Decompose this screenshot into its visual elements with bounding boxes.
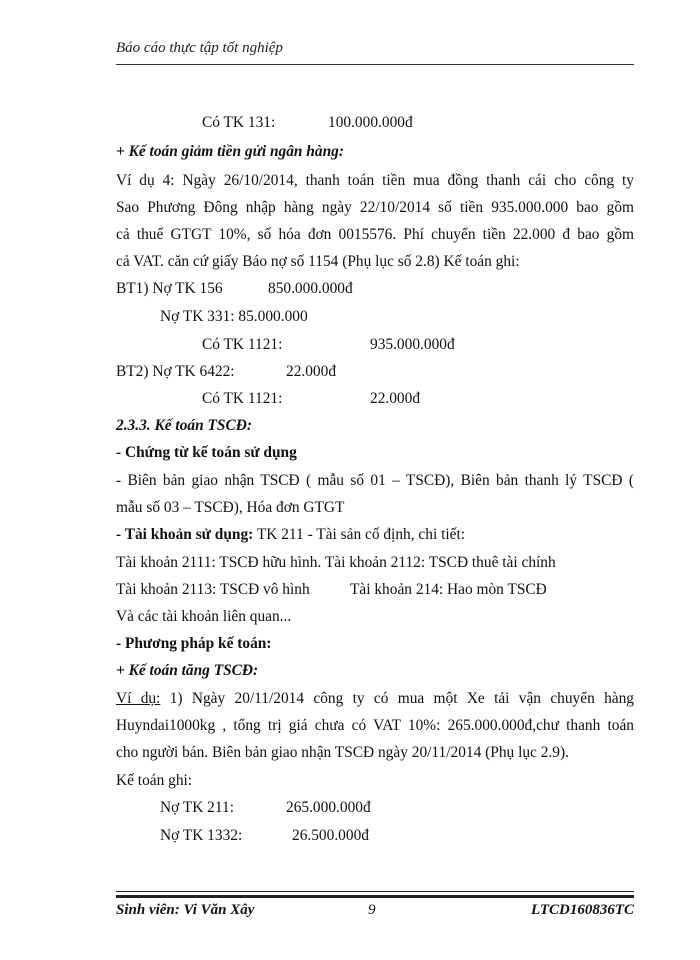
paragraph-line: Huyndai1000kg , tổng trị giá chưa có VAT 10%: 265.000.000đ,chư thanh toán [116, 717, 634, 734]
paragraph-line: mẫu số 03 – TSCĐ), Hóa đơn GTGT [116, 499, 345, 516]
account-214: Tài khoản 214: Hao mòn TSCĐ [350, 581, 547, 598]
entry-credit-1121-label: Có TK 1121: [202, 336, 283, 353]
footer-rule-thin [116, 891, 634, 892]
paragraph-line: cho người bán. Biên bản giao nhận TSCĐ ngày 20/11/2014 (Phụ lục 2.9). [116, 744, 569, 761]
subheading-method: - Phương pháp kế toán: [116, 635, 272, 652]
entry-credit-131-amount: 100.000.000đ [328, 114, 413, 131]
entry-debit-211-label: Nợ TK 211: [160, 799, 234, 816]
accounts-used-line [116, 526, 465, 544]
entry-bt2-debit-label: BT2) Nợ TK 6422: [116, 363, 235, 380]
paragraph-line: Tài khoản 2111: TSCĐ hữu hình. Tài khoản 2112: TSCĐ thuê tài chính [116, 554, 556, 571]
example-label: Ví dụ: [116, 690, 161, 707]
entry-bt2-debit-amount: 22.000đ [286, 363, 337, 380]
header-rule [116, 64, 634, 65]
paragraph-line: cả VAT. căn cứ giấy Báo nợ số 1154 (Phụ lục số 2.8) Kế toán ghi: [116, 253, 520, 270]
example-line [116, 690, 634, 708]
section-heading-tscd: 2.3.3. Kế toán TSCĐ: [116, 417, 252, 434]
paragraph-line: Sao Phương Đông nhập hàng ngày 22/10/2014 số tiền 935.000.000 bao gồm [116, 199, 634, 216]
footer-page-number: 9 [368, 902, 376, 918]
paragraph-line: cả thuế GTGT 10%, số hóa đơn 0015576. Phí chuyển tiền 22.000 đ bao gồm [116, 226, 634, 243]
accounts-used-text: TK 211 - Tài sản cố định, chi tiết: [253, 526, 466, 543]
entry-debit-331: Nợ TK 331: 85.000.000 [160, 308, 308, 325]
footer-rule-thick [116, 895, 634, 898]
entry-debit-1332-label: Nợ TK 1332: [160, 827, 243, 844]
entry-credit-1121-amount: 22.000đ [370, 390, 421, 407]
entry-credit-1121-amount: 935.000.000đ [370, 336, 455, 353]
entry-bt1-debit-amount: 850.000.000đ [268, 280, 353, 297]
entry-credit-131-label: Có TK 131: [202, 114, 276, 131]
section-bank-decrease-heading: + Kế toán giảm tiền gửi ngân hàng: [116, 143, 344, 160]
entry-debit-1332-amount: 26.500.000đ [292, 827, 369, 844]
paragraph-line: - Biên bản giao nhận TSCĐ ( mẫu số 01 – TSCĐ), Biên bản thanh lý TSCĐ ( [116, 472, 634, 489]
page-header: Báo cáo thực tập tốt nghiệp [116, 40, 283, 56]
section-asset-increase-heading: + Kế toán tăng TSCĐ: [116, 662, 259, 679]
paragraph-line: Và các tài khoản liên quan... [116, 608, 292, 625]
account-2113: Tài khoản 2113: TSCĐ vô hình [116, 581, 310, 598]
footer-student: Sinh viên: Vi Văn Xây [116, 902, 255, 918]
entry-debit-211-amount: 265.000.000đ [286, 799, 371, 816]
footer-code: LTCD160836TC [530, 902, 634, 918]
entry-bt1-debit-label: BT1) Nợ TK 156 [116, 280, 223, 297]
accounts-used-label: - Tài khoản sử dụng: [116, 526, 254, 543]
example-text: 1) Ngày 20/11/2014 công ty có mua một Xe tải vận chuyển hàng [160, 690, 634, 707]
paragraph-line: Ví dụ 4: Ngày 26/10/2014, thanh toán tiền mua đồng thanh cái cho công ty [116, 172, 634, 189]
paragraph-line: Kế toán ghi: [116, 772, 193, 789]
subheading-documents: - Chứng từ kế toán sử dụng [116, 444, 297, 461]
entry-credit-1121-label: Có TK 1121: [202, 390, 283, 407]
